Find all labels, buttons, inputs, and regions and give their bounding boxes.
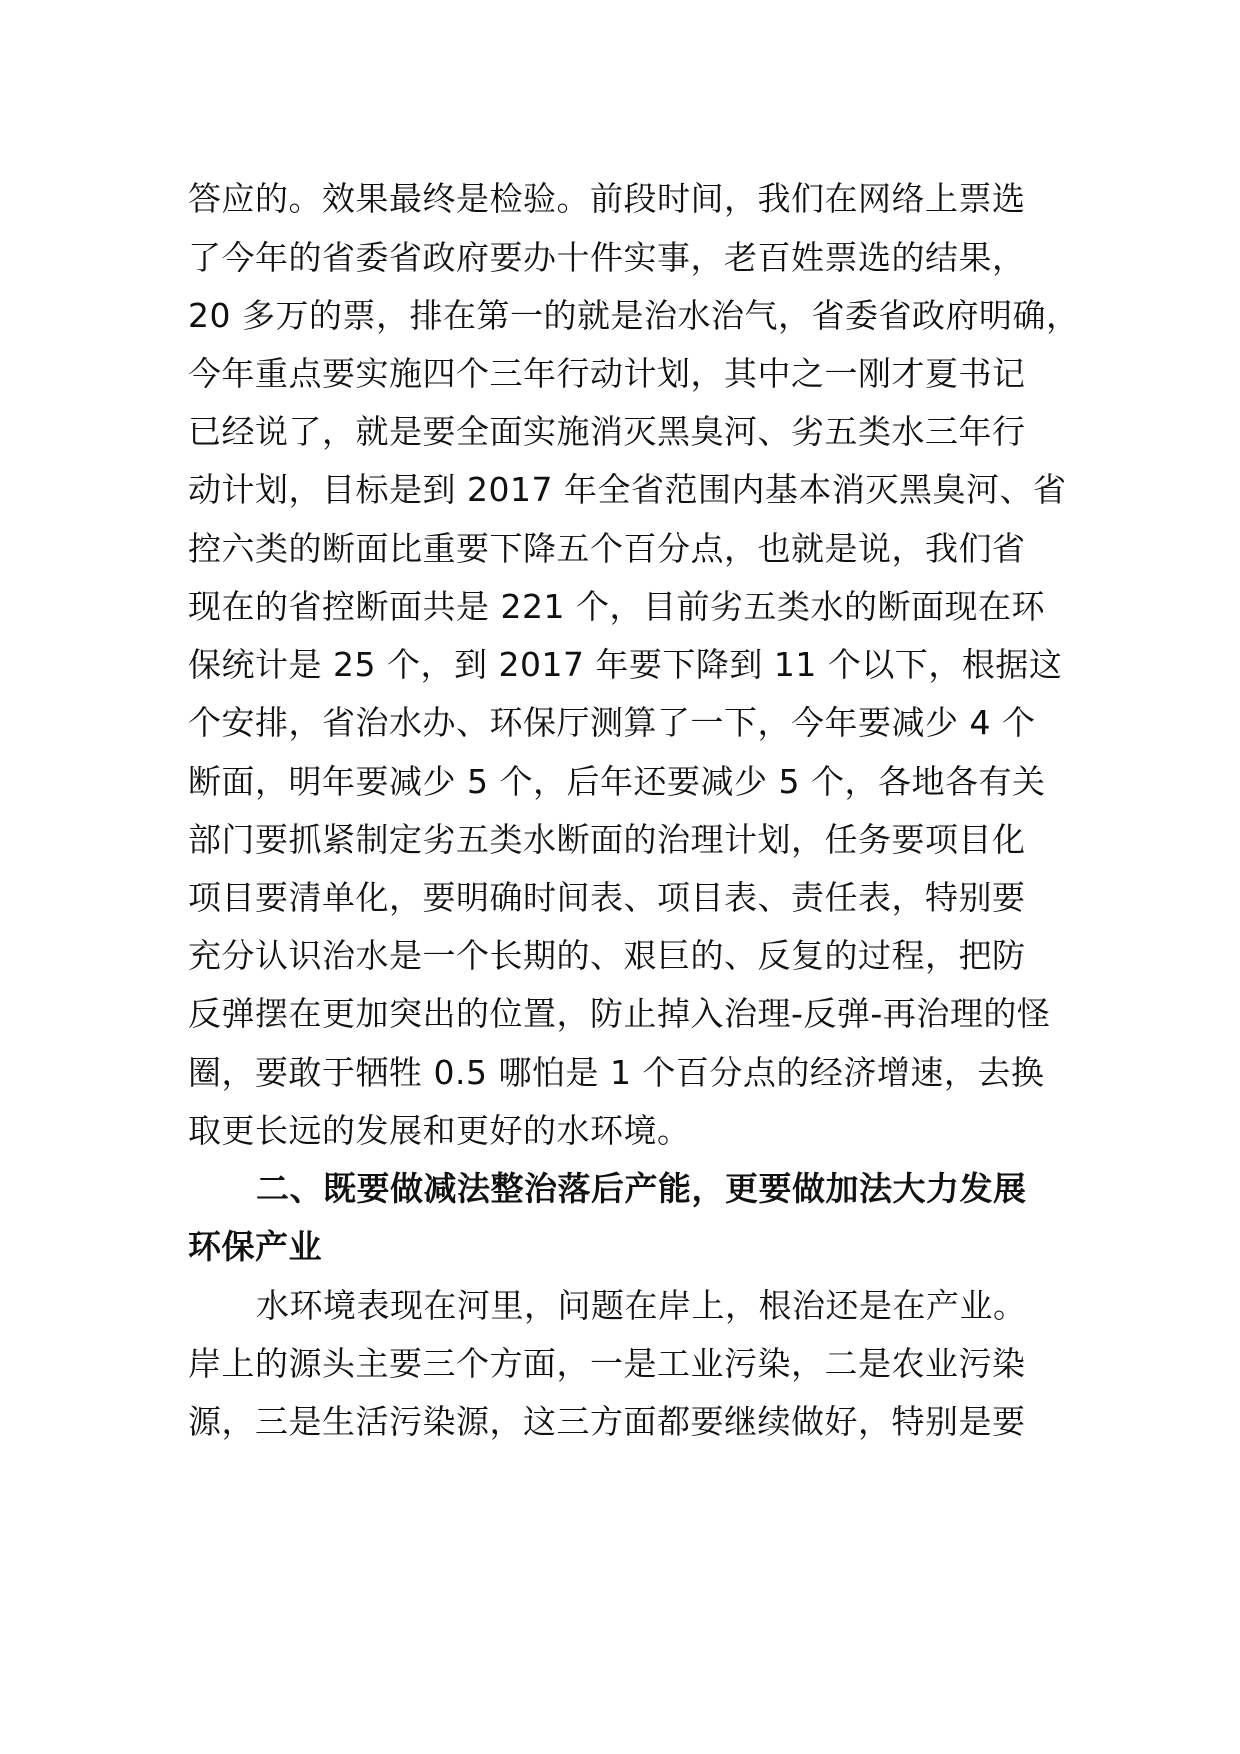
text-line: 个安排，省治水办、环保厅测算了一下，今年要减少 4 个 [188, 703, 1036, 742]
text-line: 圈，要敢于牺牲 0.5 哪怕是 1 个百分点的经济增速，去换 [188, 1053, 1045, 1092]
text-line: 项目要清单化，要明确时间表、项目表、责任表，特别要 [188, 878, 1026, 917]
text-line: 保统计是 25 个，到 2017 年要下降到 11 个以下，根据这 [188, 645, 1063, 684]
text-line: 20 多万的票，排在第一的就是治水治气，省委省政府明确， [188, 296, 1080, 335]
text-line: 现在的省控断面共是 221 个，目前劣五类水的断面现在环 [188, 587, 1045, 626]
text-line: 源，三是生活污染源，这三方面都要继续做好，特别是要 [188, 1402, 1026, 1441]
text-line: 部门要抓紧制定劣五类水断面的治理计划，任务要项目化 [188, 820, 1026, 859]
text-line: 动计划，目标是到 2017 年全省范围内基本消灭黑臭河、省 [188, 470, 1067, 509]
text-line: 了今年的省委省政府要办十件实事，老百姓票选的结果， [188, 238, 1026, 277]
text-line: 已经说了，就是要全面实施消灭黑臭河、劣五类水三年行 [188, 412, 1026, 451]
text-line: 岸上的源头主要三个方面，一是工业污染，二是农业污染 [188, 1344, 1026, 1383]
text-line: 控六类的断面比重要下降五个百分点，也就是说，我们省 [188, 529, 1026, 568]
text-line: 答应的。效果最终是检验。前段时间，我们在网络上票选 [188, 179, 1026, 218]
text-line: 充分认识治水是一个长期的、艰巨的、反复的过程，把防 [188, 936, 1026, 975]
text-line: 今年重点要实施四个三年行动计划，其中之一刚才夏书记 [188, 354, 1026, 393]
text-line: 水环境表现在河里，问题在岸上，根治还是在产业。 [256, 1286, 1027, 1325]
heading-line: 环保产业 [188, 1227, 322, 1266]
text-line: 反弹摆在更加突出的位置，防止掉入治理-反弹-再治理的怪 [188, 994, 1051, 1033]
heading-line: 二、既要做减法整治落后产能，更要做加法大力发展 [256, 1169, 1027, 1208]
text-line: 断面，明年要减少 5 个，后年还要减少 5 个，各地各有关 [188, 762, 1046, 801]
text-line: 取更长远的发展和更好的水环境。 [188, 1111, 691, 1150]
